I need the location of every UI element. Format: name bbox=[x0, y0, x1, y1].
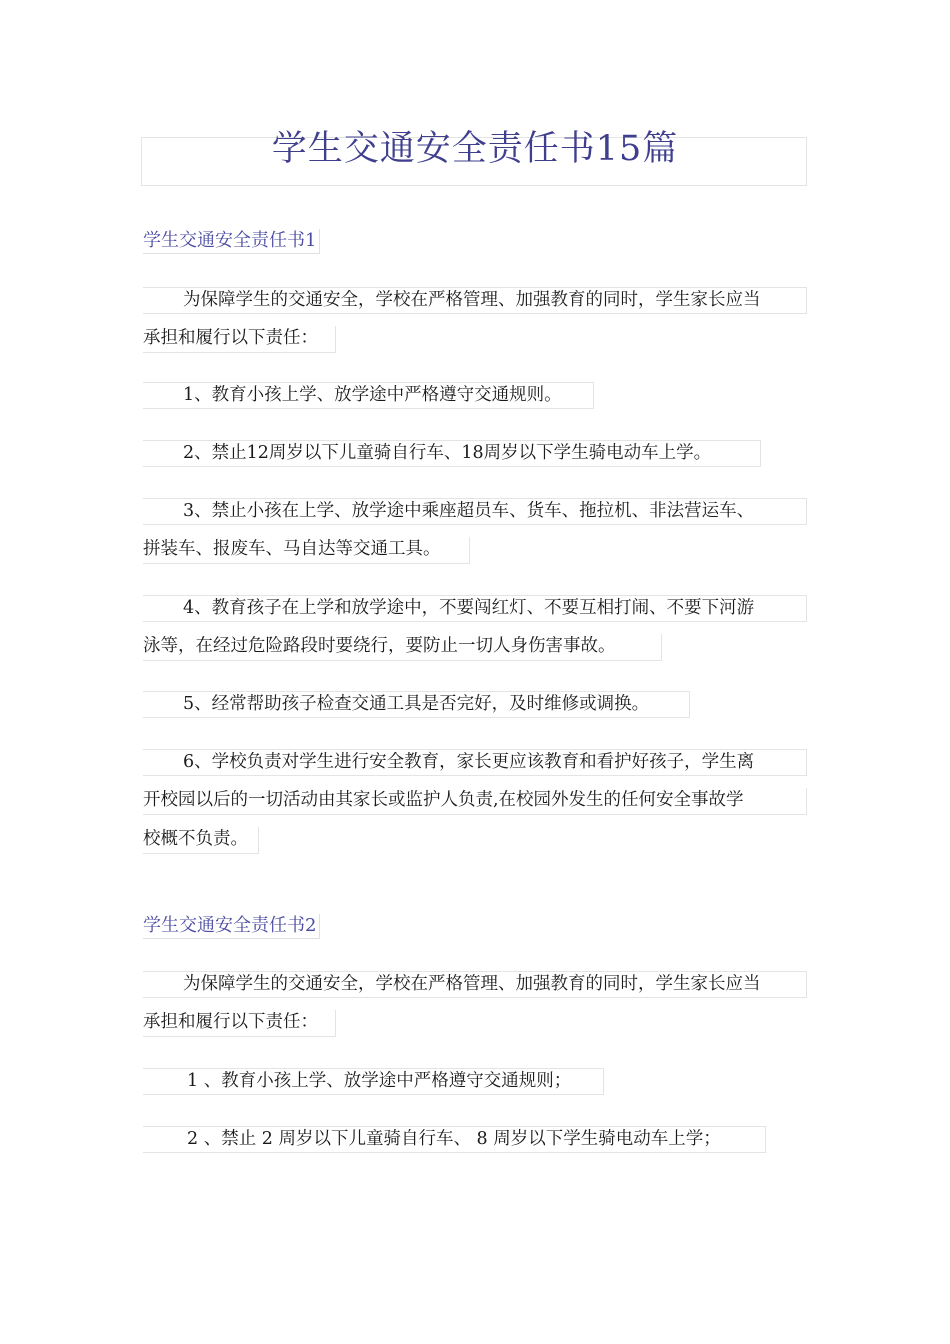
section1-item1: 1、教育小孩上学、放学途中严格遵守交通规则。 bbox=[143, 382, 594, 409]
section1-item3-line1: 3、禁止小孩在上学、放学途中乘座超员车、货车、拖拉机、非法营运车、 bbox=[143, 498, 807, 525]
section1-item6-line1: 6、学校负责对学生进行安全教育，家长更应该教育和看护好孩子，学生离 bbox=[143, 749, 807, 776]
section1-item6-line2: 开校园以后的一切活动由其家长或监护人负责,在校园外发生的任何安全事故学 bbox=[143, 788, 807, 815]
section1-item6-line3: 校概不负责。 bbox=[143, 827, 259, 854]
section1-item4-line1: 4、教育孩子在上学和放学途中，不要闯红灯、不要互相打闹、不要下河游 bbox=[143, 595, 807, 622]
document-title: 学生交通安全责任书15篇 bbox=[271, 129, 679, 169]
section1-intro-line1: 为保障学生的交通安全，学校在严格管理、加强教育的同时，学生家长应当 bbox=[143, 287, 807, 314]
section1-item5: 5、经常帮助孩子检查交通工具是否完好，及时维修或调换。 bbox=[143, 691, 690, 718]
section2-item1: 1 、教育小孩上学、放学途中严格遵守交通规则； bbox=[143, 1068, 604, 1095]
section1-intro-line2: 承担和履行以下责任： bbox=[143, 326, 336, 353]
section2-item2: 2 、禁止 2 周岁以下儿童骑自行车、 8 周岁以下学生骑电动车上学； bbox=[143, 1126, 766, 1153]
section2-intro-line2: 承担和履行以下责任： bbox=[143, 1010, 336, 1037]
section2-intro-line1: 为保障学生的交通安全，学校在严格管理、加强教育的同时，学生家长应当 bbox=[143, 971, 807, 998]
section-heading-1: 学生交通安全责任书1 bbox=[143, 229, 320, 254]
section-heading-2: 学生交通安全责任书2 bbox=[143, 914, 320, 939]
section1-item2: 2、禁止12周岁以下儿童骑自行车、18周岁以下学生骑电动车上学。 bbox=[143, 440, 761, 467]
section1-item3-line2: 拼装车、报废车、马自达等交通工具。 bbox=[143, 537, 470, 564]
section1-item4-line2: 泳等，在经过危险路段时要绕行，要防止一切人身伤害事故。 bbox=[143, 634, 662, 661]
